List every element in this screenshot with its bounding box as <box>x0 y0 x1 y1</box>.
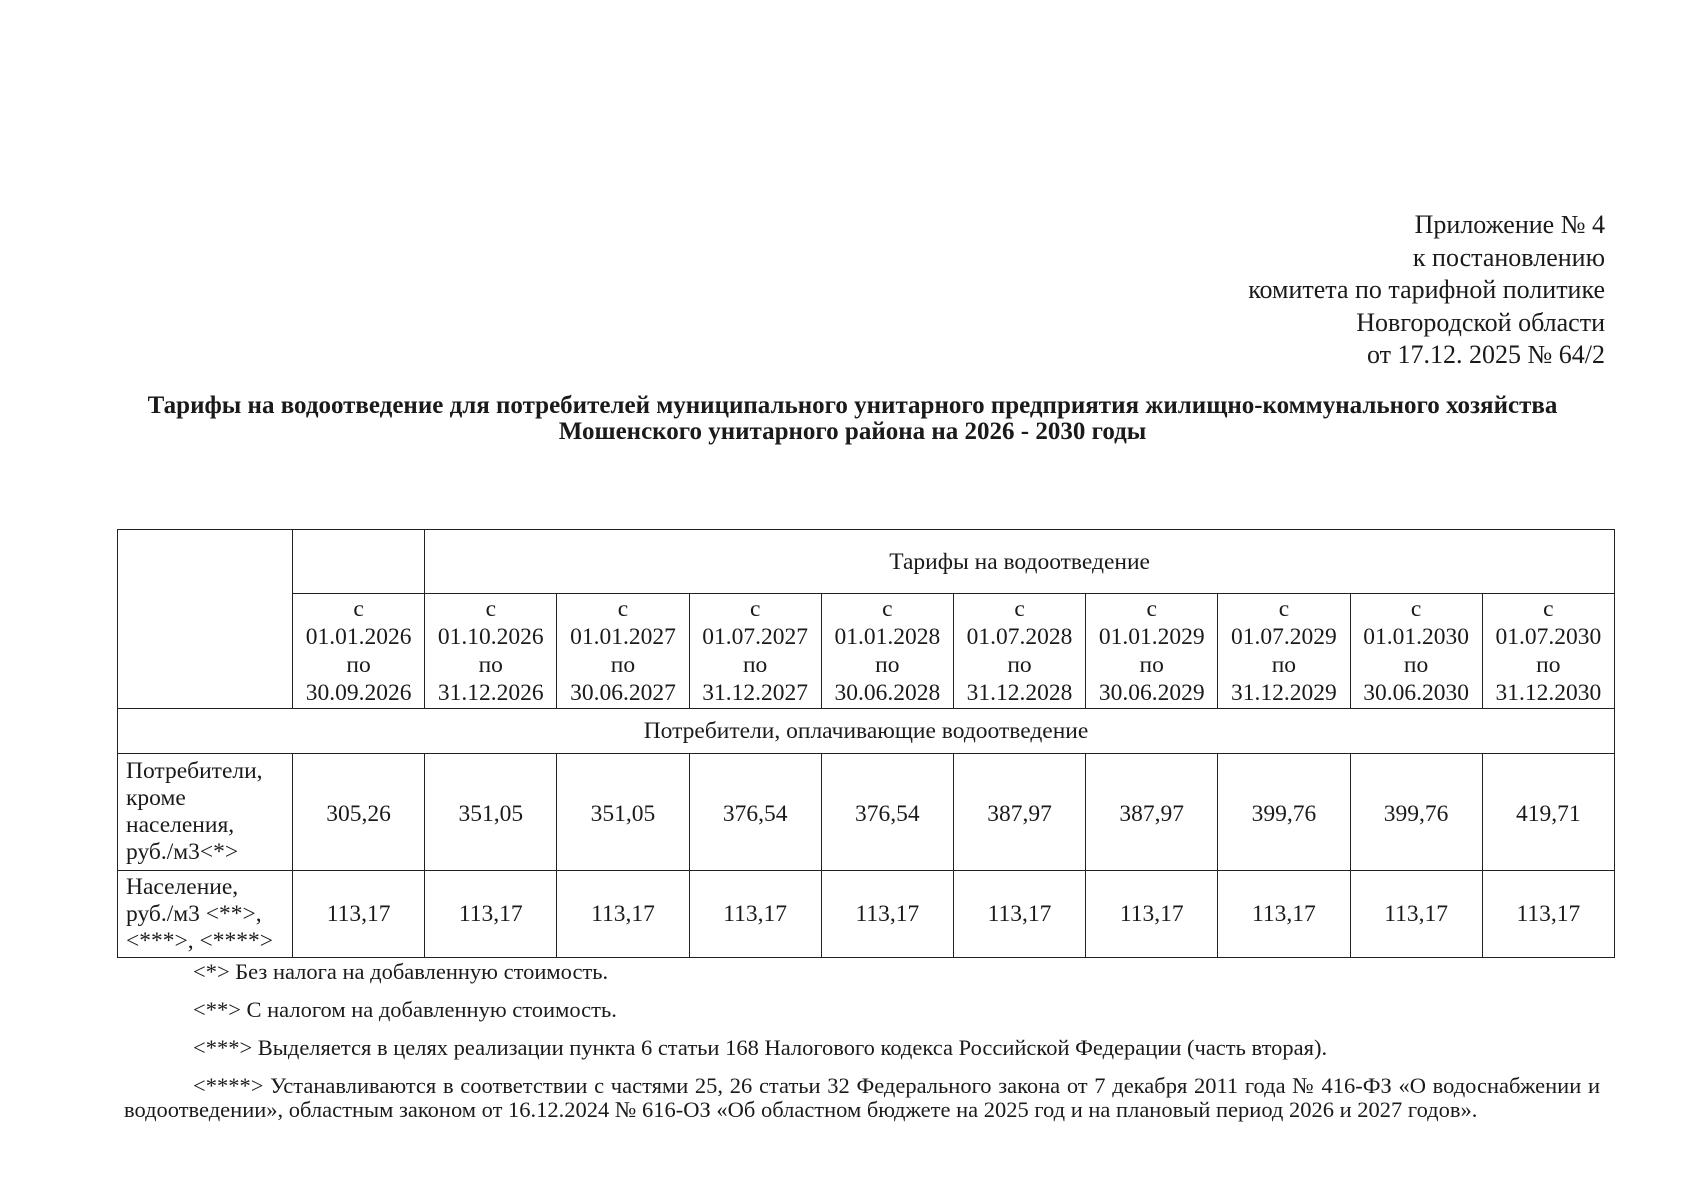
row-label-line: руб./м3 <**>, <box>126 900 262 927</box>
period-from: с <box>1543 596 1554 622</box>
footnote: <**> С налогом на добавленную стоимость. <box>193 997 617 1022</box>
period-from: с <box>1014 596 1025 622</box>
row-label-line: населения, <box>126 812 235 838</box>
period-header-cell <box>293 594 425 709</box>
period-to: по <box>346 652 371 678</box>
period-start: 01.01.2026 <box>305 624 412 650</box>
appendix-line: к постановлению <box>1412 242 1605 272</box>
period-end: 30.06.2027 <box>570 680 676 706</box>
period-from: с <box>1278 596 1290 622</box>
period-end: 30.06.2029 <box>1098 680 1205 706</box>
period-header-cell <box>425 594 557 709</box>
row-label-line: кроме <box>126 785 186 811</box>
tariff-value-cell: 376,54 <box>689 754 821 871</box>
row-label <box>118 754 293 871</box>
period-to: по <box>610 652 636 678</box>
tariff-value-cell: 351,05 <box>425 754 557 871</box>
period-start: 01.10.2026 <box>437 624 544 650</box>
period-end: 31.12.2029 <box>1231 680 1337 706</box>
period-to: по <box>1271 652 1297 678</box>
period-to: по <box>1403 652 1429 678</box>
period-header-cell <box>1218 594 1350 709</box>
period-to: по <box>875 652 900 678</box>
empty-header-cell <box>293 530 425 594</box>
period-header-cell <box>1482 594 1614 709</box>
tariff-value-cell: 113,17 <box>557 871 689 958</box>
period-start: 01.07.2030 <box>1495 624 1602 650</box>
period-header-cell <box>1350 594 1482 709</box>
section-row <box>118 709 1615 754</box>
table-row <box>118 871 1615 958</box>
period-to: по <box>1139 652 1164 678</box>
period-to: по <box>742 652 768 678</box>
tariff-value-cell: 305,26 <box>293 754 425 871</box>
period-to: по <box>478 652 503 678</box>
period-from: с <box>1146 596 1157 622</box>
period-start: 01.01.2027 <box>570 624 676 650</box>
period-end: 30.06.2028 <box>834 680 941 706</box>
table-row <box>118 754 1615 871</box>
tariff-value-cell: 113,17 <box>1350 871 1482 958</box>
tariff-value-cell: 387,97 <box>1086 754 1218 871</box>
period-from: с <box>1410 596 1422 622</box>
tariff-value-cell: 113,17 <box>293 871 425 958</box>
period-from: с <box>617 596 629 622</box>
group-header: Тарифы на водоотведение <box>425 530 1615 594</box>
period-end: 31.12.2030 <box>1495 680 1602 706</box>
tariff-value-cell: 113,17 <box>953 871 1085 958</box>
document-title: Тарифы на водоотведение для потребителей муниципального унитарного предприятия жилищно-коммунального хозяйства Мошенского унитарного района на 2026 - 2030 годы <box>147 392 1558 445</box>
tariff-value-cell: 113,17 <box>1218 871 1350 958</box>
period-header-cell <box>821 594 953 709</box>
tariff-value-cell: 419,71 <box>1482 754 1614 871</box>
section-header: Потребители, оплачивающие водоотведение <box>118 709 1615 754</box>
period-to: по <box>1007 652 1032 678</box>
row-label-line: руб./м3<*> <box>126 839 239 865</box>
period-start: 01.01.2029 <box>1098 624 1205 650</box>
period-from: с <box>485 596 496 622</box>
period-header-cell <box>1086 594 1218 709</box>
row-label-line: Потребители, <box>126 758 263 784</box>
period-header-cell <box>953 594 1085 709</box>
period-to: по <box>1536 652 1561 678</box>
tariff-value-cell: 113,17 <box>425 871 557 958</box>
appendix-line: Приложение № 4 <box>1414 210 1605 239</box>
tariff-value-cell: 113,17 <box>689 871 821 958</box>
period-header-cell <box>689 594 821 709</box>
period-start: 01.07.2027 <box>702 624 809 650</box>
period-start: 01.01.2030 <box>1363 624 1469 650</box>
tariff-value-cell: 399,76 <box>1218 754 1350 871</box>
tariff-value-cell: 387,97 <box>953 754 1085 871</box>
period-start: 01.07.2029 <box>1231 624 1337 650</box>
footnotes <box>124 960 1600 1122</box>
tariff-value-cell: 113,17 <box>1482 871 1614 958</box>
tariff-table <box>117 529 1615 958</box>
footnote: <*> Без налога на добавленную стоимость. <box>193 959 609 984</box>
row-label <box>118 871 293 958</box>
appendix-line: Новгородской области <box>1356 307 1605 337</box>
period-header-row <box>118 594 1615 709</box>
empty-corner-cell <box>118 530 293 709</box>
period-end: 31.12.2026 <box>437 680 544 706</box>
period-end: 31.12.2027 <box>702 680 809 706</box>
period-end: 30.09.2026 <box>305 680 412 706</box>
tariff-value-cell: 399,76 <box>1350 754 1482 871</box>
appendix-line: от 17.12. 2025 № 64/2 <box>1366 340 1605 369</box>
table-header-row <box>118 530 1615 594</box>
period-start: 01.01.2028 <box>834 624 941 650</box>
tariff-value-cell: 351,05 <box>557 754 689 871</box>
period-from: с <box>353 596 364 622</box>
period-header-cell <box>557 594 689 709</box>
row-label-line: <***>, <****> <box>126 927 274 954</box>
appendix-header <box>1248 209 1605 372</box>
row-label-line: Население, <box>126 873 239 900</box>
period-end: 31.12.2028 <box>966 680 1073 706</box>
footnote: <****> Устанавливаются в соответствии с частями 25, 26 статьи 32 Федерального закона от 7 декабря 2011 года № 416-ФЗ «О водоснабжении и водоотведении», областным законом от 16.12.2024 № 616-ОЗ «Об областном бюджете на 2025 год и на плановый период 2026 и 2027 годов». <box>124 1073 1600 1122</box>
period-from: с <box>882 596 893 622</box>
period-end: 30.06.2030 <box>1363 680 1469 706</box>
tariff-value-cell: 113,17 <box>1086 871 1218 958</box>
period-from: с <box>749 596 761 622</box>
tariff-value-cell: 113,17 <box>821 871 953 958</box>
period-start: 01.07.2028 <box>966 624 1073 650</box>
appendix-line: комитета по тарифной политике <box>1248 275 1605 304</box>
tariff-value-cell: 376,54 <box>821 754 953 871</box>
footnote: <***> Выделяется в целях реализации пункта 6 статьи 168 Налогового кодекса Российской Федерации (часть вторая). <box>193 1035 1328 1060</box>
